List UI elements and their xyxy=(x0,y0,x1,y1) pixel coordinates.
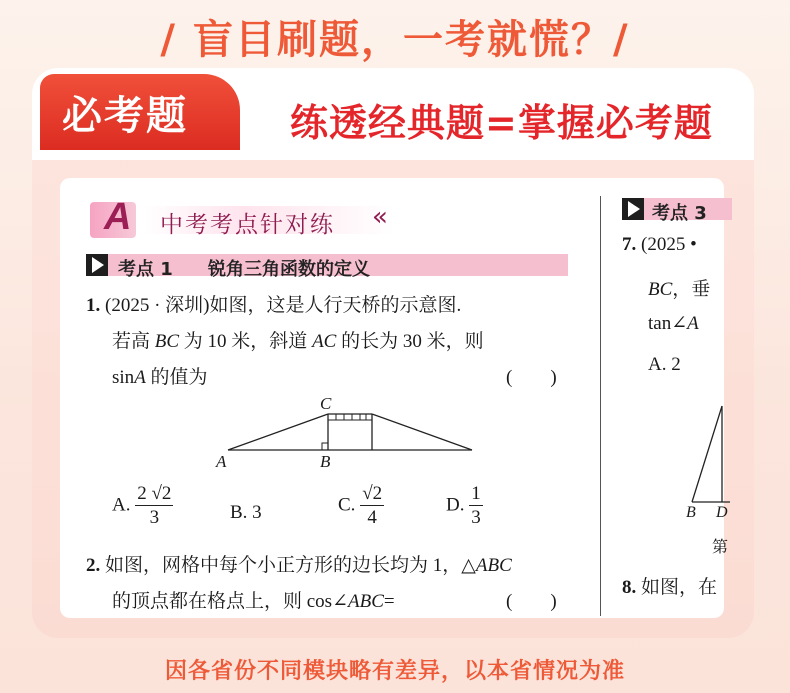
q1-option-a[interactable] xyxy=(112,484,173,527)
q1-text-3b: 的值为 xyxy=(145,367,208,388)
q1-option-a-num: 2 √2 xyxy=(137,483,172,504)
q8-line1 xyxy=(622,572,717,599)
q1-option-d-fraction xyxy=(469,484,483,527)
point3-play-icon xyxy=(622,198,644,220)
q2-var-abc-2: ABC xyxy=(348,591,384,612)
slogan: 练透经典题=掌握必考题 xyxy=(290,101,713,145)
q1-line2 xyxy=(112,326,484,353)
q1-option-d-label: D. xyxy=(446,494,465,516)
q1-var-ac: AC xyxy=(312,331,337,352)
q7-fig-caption: 第 xyxy=(712,539,729,556)
q7-fig-label-b: B xyxy=(686,504,696,521)
q1-option-c-label: C. xyxy=(338,494,356,516)
q1-answer-paren[interactable]: ( ) xyxy=(506,367,557,388)
q1-line1 xyxy=(86,290,461,317)
q7-line2 xyxy=(648,274,710,301)
q2-var-abc: ABC xyxy=(475,555,512,576)
q2-answer-paren[interactable]: ( ) xyxy=(506,591,557,612)
q7-var-a: A xyxy=(687,313,699,334)
q1-option-c[interactable] xyxy=(338,484,384,527)
q2-line2 xyxy=(112,586,395,613)
q1-option-c-den: 4 xyxy=(367,507,377,528)
q2-text-1: 如图，网格中每个小正方形的边长均为 1，△ xyxy=(105,555,476,576)
q7-line1 xyxy=(622,234,697,256)
q7-line3 xyxy=(648,312,699,335)
q1-line3 xyxy=(112,362,208,389)
q1-fig-label-c: C xyxy=(320,394,332,413)
q1-fig-label-b: B xyxy=(320,452,331,471)
section-badge-letter: A xyxy=(104,196,132,238)
q1-option-c-num: √2 xyxy=(362,483,383,504)
q1-option-d-den: 3 xyxy=(471,507,481,528)
q1-text-1: (2025 · 深圳)如图，这是人行天桥的示意图. xyxy=(105,295,462,316)
point3-label: 考点 3 xyxy=(652,203,707,224)
section-title: 中考考点针对练 xyxy=(160,212,335,238)
q2-equals: = xyxy=(383,591,395,612)
q7-text-2: ，垂 xyxy=(672,279,711,300)
q2-line1 xyxy=(86,550,512,577)
q1-var-bc: BC xyxy=(154,331,180,352)
q1-sin: sin xyxy=(112,367,135,388)
q1-fig-label-a: A xyxy=(216,452,227,471)
workbook-page xyxy=(60,178,729,618)
q7-fig-label-d: D xyxy=(716,504,728,521)
q7-number: 7. xyxy=(622,234,637,255)
footer-note: 因各省份不同模块略有差异，以本省情况为准 xyxy=(164,659,625,684)
point1-label: 考点 1 xyxy=(118,259,173,280)
headline: / 盲目刷题，一考就慌？/ xyxy=(160,17,630,63)
q8-number: 8. xyxy=(622,577,637,598)
q1-text-2b: 为 10 米，斜道 xyxy=(179,331,313,352)
q1-option-d-num: 1 xyxy=(471,483,481,504)
point1-title: 锐角三角函数的定义 xyxy=(208,259,370,280)
point1-play-icon xyxy=(86,254,108,276)
q1-option-b[interactable]: B. 3 xyxy=(230,502,262,523)
q2-number: 2. xyxy=(86,555,101,576)
q1-text-2a: 若高 xyxy=(112,331,155,352)
column-divider xyxy=(600,196,601,616)
tab-label: 必考题 xyxy=(62,93,188,139)
q1-number: 1. xyxy=(86,295,101,316)
q8-text: 如图，在 xyxy=(641,577,718,598)
q1-text-2c: 的长为 30 米，则 xyxy=(336,331,484,352)
q7-text-1: (2025 • xyxy=(641,234,697,255)
q1-bridge-figure xyxy=(210,392,490,472)
q1-option-c-fraction xyxy=(360,484,384,527)
q1-option-a-den: 3 xyxy=(149,507,160,528)
q1-option-a-label: A. xyxy=(112,494,131,516)
q7-text-3: tan∠ xyxy=(648,313,688,334)
q1-option-a-fraction xyxy=(135,484,173,527)
q7-var-bc: BC xyxy=(648,279,673,300)
section-chevron: « xyxy=(372,202,388,232)
q2-text-2: 的顶点都在格点上，则 cos∠ xyxy=(112,591,348,612)
q7-option-a[interactable]: A. 2 xyxy=(648,354,681,375)
q1-option-d[interactable] xyxy=(446,484,483,527)
q7-triangle-figure xyxy=(680,396,730,508)
q1-var-a: A xyxy=(134,367,146,388)
